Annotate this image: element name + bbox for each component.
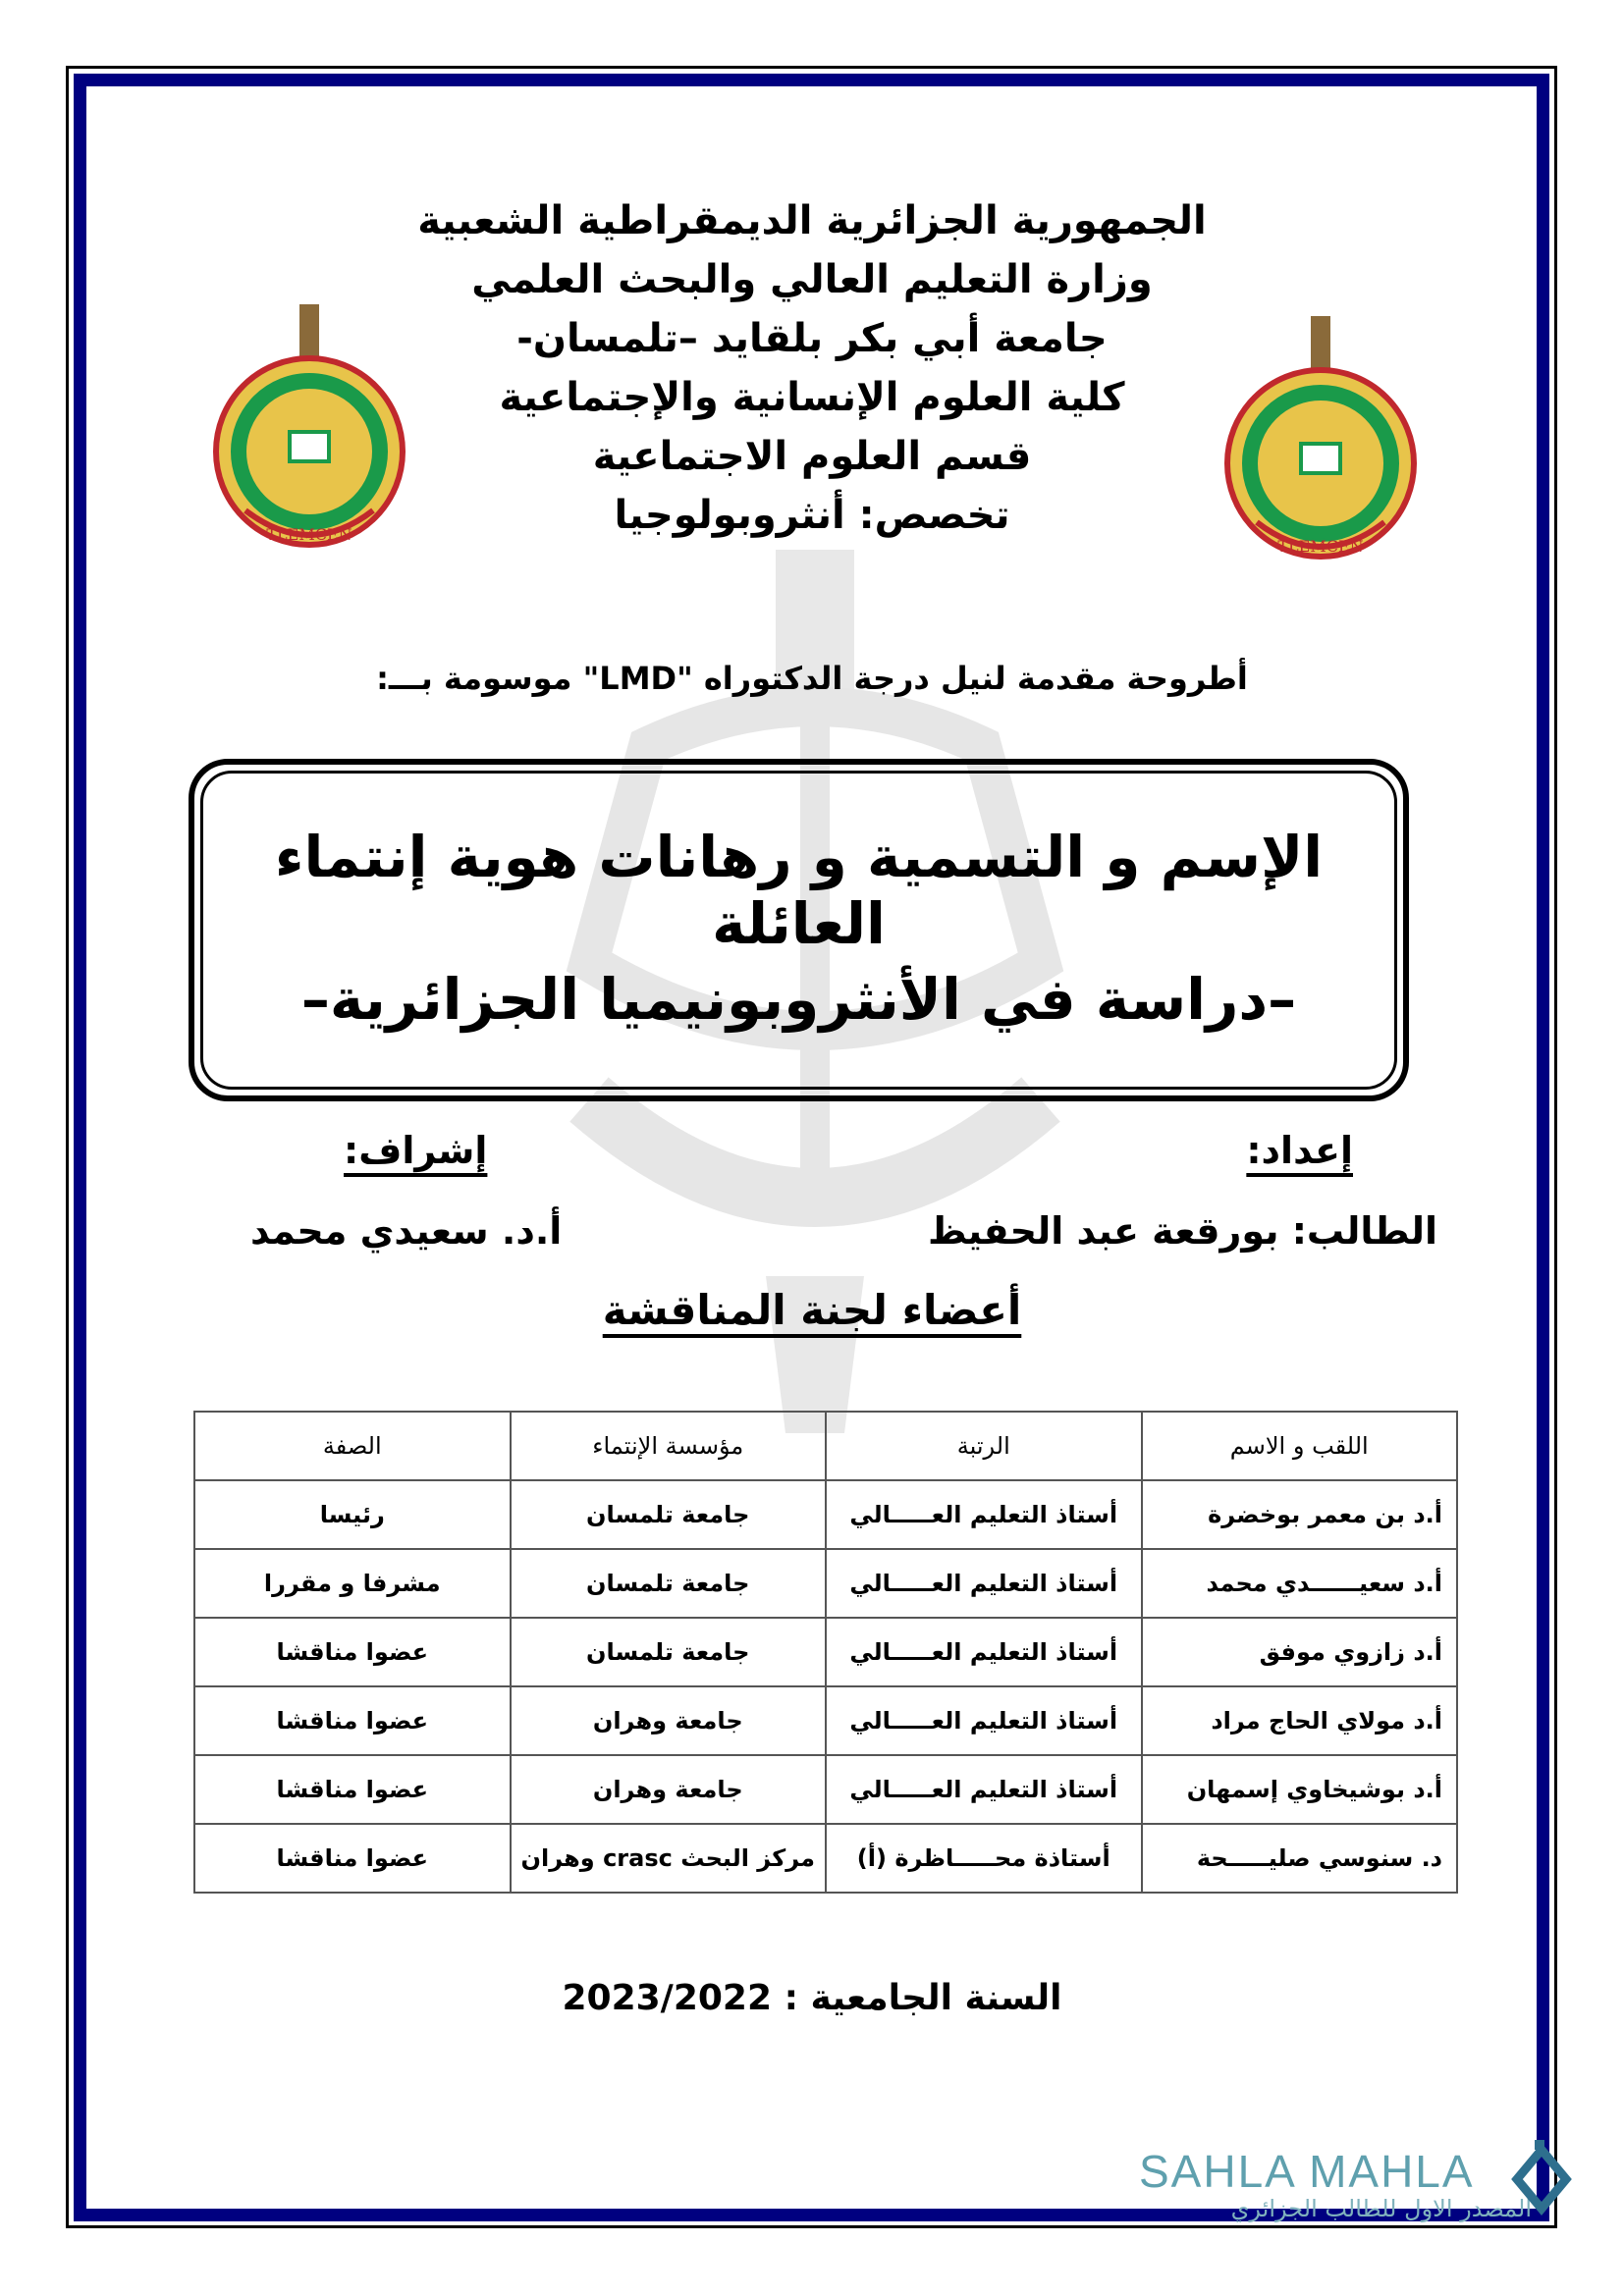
member-name: أ.د بوشيخاوي إسمهان <box>1142 1755 1458 1824</box>
column-header: اللقب و الاسم <box>1142 1412 1458 1480</box>
member-institution: جامعة تلمسان <box>511 1480 827 1549</box>
member-role: عضوا مناقشا <box>194 1686 511 1755</box>
member-rank: أستاذ التعليم العـــــالي <box>826 1755 1142 1824</box>
header-republic: الجمهورية الجزائرية الديمقراطية الشعبية <box>417 198 1207 243</box>
member-role: عضوا مناقشا <box>194 1618 511 1686</box>
member-rank: أستاذ التعليم العـــــالي <box>826 1686 1142 1755</box>
sahla-mahla-emblem-icon <box>1507 2140 1576 2228</box>
student-name: الطالب: بورقعة عبد الحفيظ <box>928 1209 1437 1253</box>
header-department: قسم العلوم الاجتماعية <box>592 434 1032 479</box>
supervisor-name: أ.د. سعيدي محمد <box>250 1209 563 1253</box>
member-rank: أستاذ التعليم العـــــالي <box>826 1549 1142 1618</box>
svg-text:TLEMCEN: TLEMCEN <box>1277 537 1364 556</box>
member-role: عضوا مناقشا <box>194 1755 511 1824</box>
member-institution: مركز البحث crasc وهران <box>511 1824 827 1893</box>
column-header: الرتبة <box>826 1412 1142 1480</box>
table-row <box>194 1824 1457 1893</box>
header-block <box>0 191 1624 545</box>
member-institution: جامعة تلمسان <box>511 1549 827 1618</box>
column-header: الصفة <box>194 1412 511 1480</box>
member-rank: أستاذ التعليم العـــــالي <box>826 1618 1142 1686</box>
table-row <box>194 1618 1457 1686</box>
member-name: أ.د زازوي موفق <box>1142 1618 1458 1686</box>
header-faculty: كلية العلوم الإنسانية والإجتماعية <box>499 375 1125 420</box>
header-specialty: تخصص: أنثروبولوجيا <box>614 493 1010 538</box>
sahla-mahla-tagline: المصدر الاول للطالب الجزائري <box>1230 2195 1532 2222</box>
column-header: مؤسسة الإنتماء <box>511 1412 827 1480</box>
thesis-subtitle: أطروحة مقدمة لنيل درجة الدكتوراه "LMD" موسومة بـــ: <box>376 660 1248 697</box>
member-role: عضوا مناقشا <box>194 1824 511 1893</box>
member-institution: جامعة وهران <box>511 1755 827 1824</box>
committee-heading: أعضاء لجنة المناقشة <box>602 1286 1022 1334</box>
committee-table <box>193 1411 1458 1894</box>
table-row <box>194 1755 1457 1824</box>
supervision-label: إشراف: <box>344 1129 488 1172</box>
member-name: أ.د سعيــــــدي محمد <box>1142 1549 1458 1618</box>
member-name: أ.د مولاي الحاج مراد <box>1142 1686 1458 1755</box>
table-header-row <box>194 1412 1457 1480</box>
member-institution: جامعة تلمسان <box>511 1618 827 1686</box>
member-name: أ.د بن معمر بوخضرة <box>1142 1480 1458 1549</box>
thesis-title-box <box>189 759 1409 1101</box>
member-institution: جامعة وهران <box>511 1686 827 1755</box>
header-ministry: وزارة التعليم العالي والبحث العلمي <box>471 257 1153 302</box>
table-row <box>194 1480 1457 1549</box>
thesis-title-line1: الإسم و التسمية و رهانات هوية إنتماء العائلة <box>274 824 1324 957</box>
academic-year: السنة الجامعية : 2023/2022 <box>562 1978 1062 2018</box>
member-rank: أستاذة محـــــاظرة (أ) <box>826 1824 1142 1893</box>
header-university: جامعة أبي بكر بلقايد –تلمسان- <box>516 316 1108 361</box>
thesis-title-line2: –دراسة في الأنثروبونيميا الجزائرية– <box>300 966 1297 1033</box>
sahla-mahla-logo-text: SAHLA MAHLA <box>1139 2146 1475 2197</box>
member-role: مشرفا و مقررا <box>194 1549 511 1618</box>
member-role: رئيسا <box>194 1480 511 1549</box>
member-name: د. سنوسي صليـــــحة <box>1142 1824 1458 1893</box>
svg-text:TLEMCEN: TLEMCEN <box>266 525 352 544</box>
table-row <box>194 1549 1457 1618</box>
prepared-label: إعداد: <box>1246 1129 1353 1172</box>
member-rank: أستاذ التعليم العـــــالي <box>826 1480 1142 1549</box>
table-row <box>194 1686 1457 1755</box>
